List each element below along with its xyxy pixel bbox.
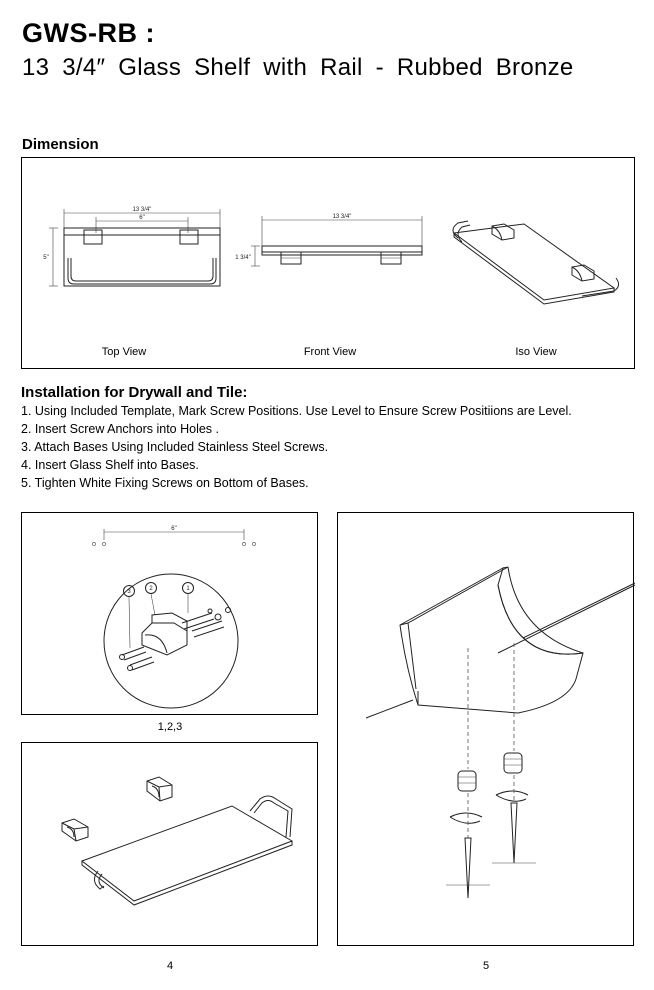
install-step-4: 4. Insert Glass Shelf into Bases. xyxy=(21,458,199,472)
callout-3: 3 xyxy=(127,589,131,595)
dimension-drawing-box xyxy=(21,157,635,369)
callout-2: 2 xyxy=(149,586,153,592)
install-step-3: 3. Attach Bases Using Included Stainless Steel Screws. xyxy=(21,440,329,454)
top-spacing-dim: 6" xyxy=(139,215,145,221)
figure-caption-1-2-3: 1,2,3 xyxy=(157,721,183,733)
model-number: GWS-RB : xyxy=(22,18,155,48)
iso-view-drawing xyxy=(22,158,636,370)
front-overall-dim: 13 3/4" xyxy=(332,214,352,220)
fixing-screw-drawing xyxy=(338,513,635,947)
figure-step-5 xyxy=(337,512,634,946)
front-height-dim: 1 3/4" xyxy=(235,255,251,261)
dimension-heading: Dimension xyxy=(22,136,99,153)
figure-step-4 xyxy=(21,742,318,946)
top-depth-dim: 5" xyxy=(43,255,49,261)
figure-caption-4: 4 xyxy=(166,960,174,972)
install-step-1: 1. Using Included Template, Mark Screw Positions. Use Level to Ensure Screw Positiions are Level. xyxy=(21,404,572,418)
install-step-5: 5. Tighten White Fixing Screws on Bottom of Bases. xyxy=(21,476,309,490)
install-step-2: 2. Insert Screw Anchors into Holes . xyxy=(21,422,220,436)
product-title: 13 3/4″ Glass Shelf with Rail - Rubbed Bronze xyxy=(22,54,574,81)
front-view-label: Front View xyxy=(303,346,357,358)
top-overall-dim: 13 3/4" xyxy=(132,207,152,213)
figure-caption-5: 5 xyxy=(482,960,490,972)
mounting-template-drawing xyxy=(22,513,319,716)
installation-heading: Installation for Drywall and Tile: xyxy=(21,384,248,401)
callout-1: 1 xyxy=(186,586,190,592)
figure-steps-1-2-3 xyxy=(21,512,318,715)
iso-view-label: Iso View xyxy=(515,346,557,358)
template-spacing-dim: 6" xyxy=(171,526,177,532)
top-view-label: Top View xyxy=(101,346,147,358)
insert-glass-drawing xyxy=(22,743,319,947)
